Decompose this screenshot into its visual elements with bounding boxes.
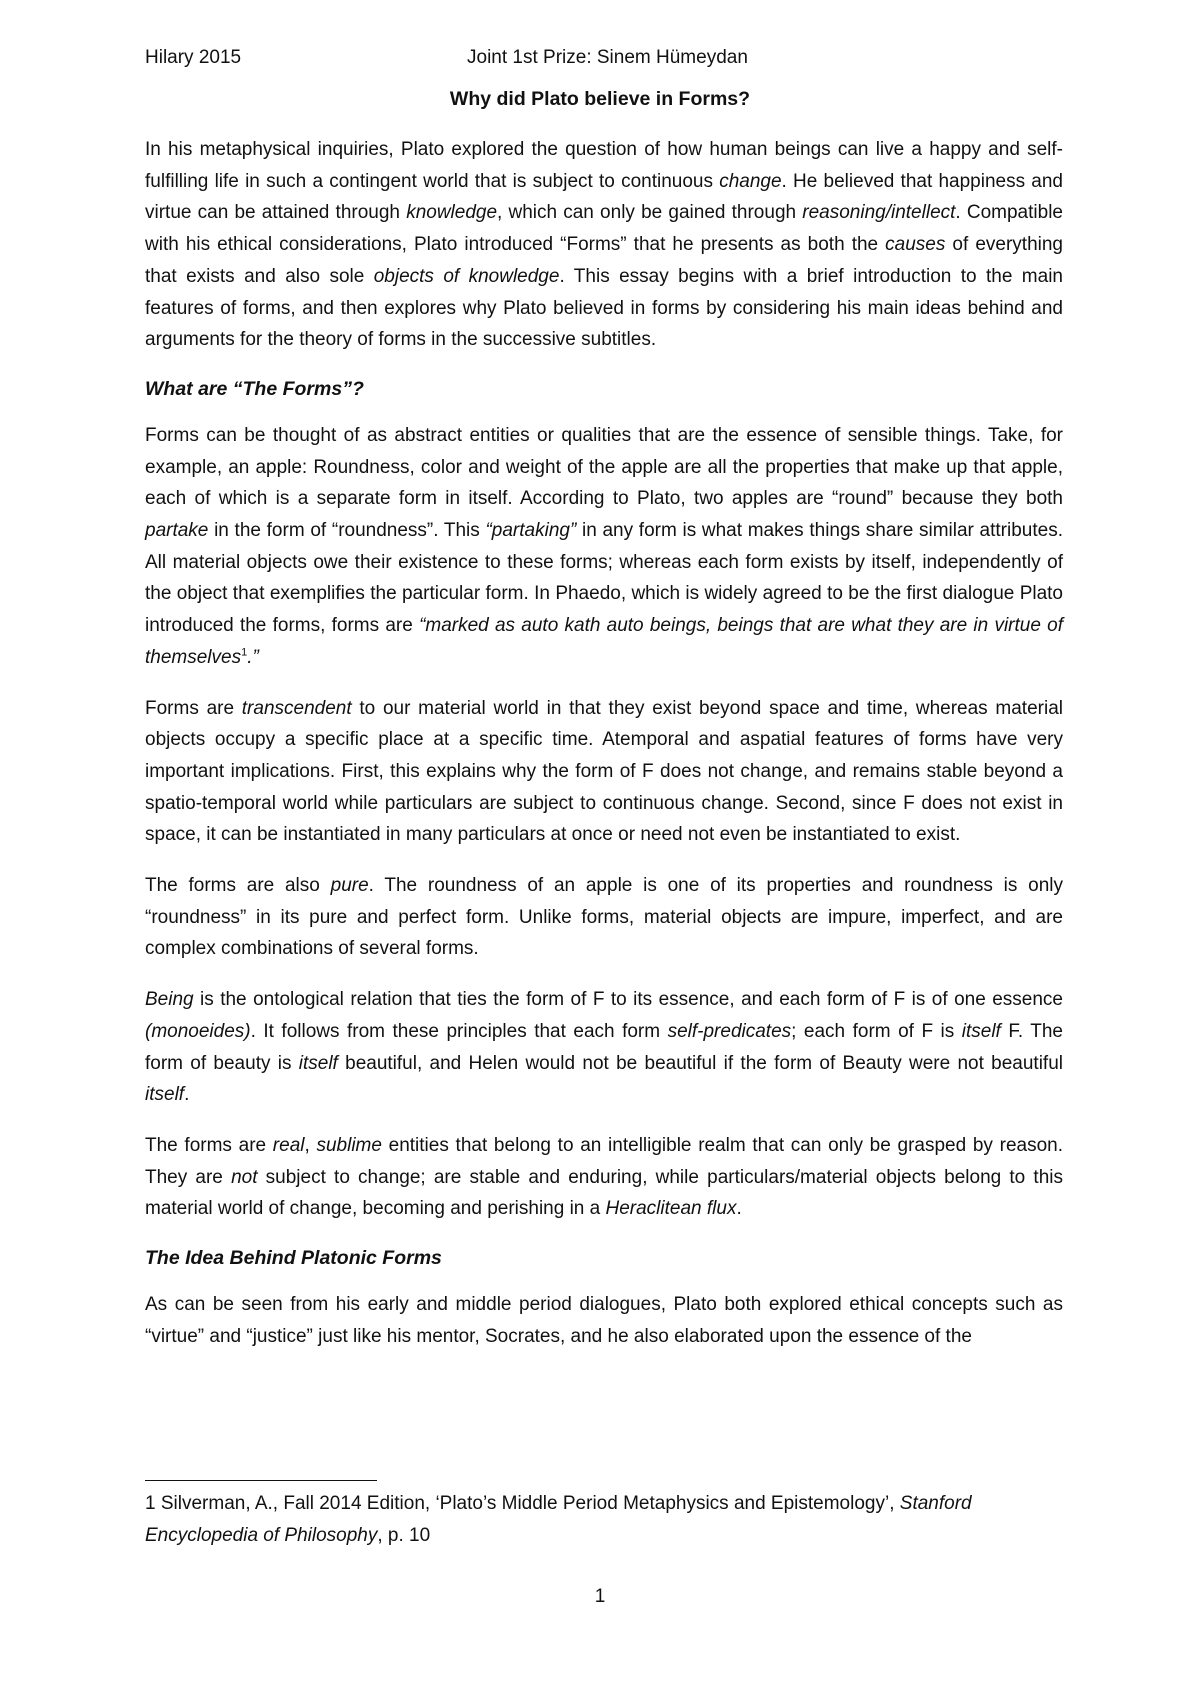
text-run: F. The form of beauty is (145, 1020, 1064, 1074)
text-run: In his metaphysical inquiries, Plato explored the question of how human beings can live a happy and self-fulfilling life in such a contingent world that is subject to continuous (145, 139, 1063, 192)
italic-text: itself (298, 1052, 338, 1074)
italic-text: not (231, 1166, 258, 1188)
text-run: . It follows from these principles that each form (250, 1020, 668, 1042)
text-run: subject to change; are stable and enduring, while particulars/material objects belong to this material world of change, becoming and perishing in a (145, 1166, 1063, 1220)
italic-text: self-predicates (667, 1020, 792, 1042)
italic-text: knowledge (406, 202, 498, 224)
text-run: . (736, 1198, 742, 1220)
page-number: 1 (594, 1586, 606, 1607)
italic-text: transcendent (241, 697, 352, 719)
italic-text: causes (885, 234, 946, 256)
body-paragraph (145, 1289, 1063, 1352)
text-run: . This essay begins with a brief introduction to the main features of forms, and then explores why Plato believed in forms by considering his main ideas behind and arguments for the theory of forms in the successive subtitles. (145, 265, 1063, 351)
italic-text: Being (145, 989, 194, 1011)
text-run: ; each form of F is (791, 1020, 962, 1042)
text-run: Forms are (145, 697, 242, 719)
body-paragraph (145, 1130, 1063, 1225)
essay-body (145, 134, 1063, 1372)
italic-text: “marked as auto kath auto beings, beings that are what they are in virtue of themselves (145, 615, 1063, 668)
italic-text: itself (961, 1020, 1001, 1042)
italic-text: pure (330, 875, 369, 897)
italic-text: itself (145, 1084, 185, 1106)
text-run: . (184, 1084, 190, 1106)
text-run: is the ontological relation that ties the form of F to its essence, and each form of F is of one essence (193, 989, 1063, 1011)
italic-text: sublime (316, 1134, 382, 1156)
italic-text: real (272, 1134, 305, 1156)
text-run: The forms are also (145, 875, 331, 897)
text-run: As can be seen from his early and middle period dialogues, Plato both explored ethical concepts such as “virtue” and “justice” just like his mentor, Socrates, and he also elaborated upon the essence of the (145, 1294, 1063, 1347)
footnote-page: , p. 10 (377, 1525, 431, 1546)
body-paragraph (145, 984, 1063, 1111)
italic-text: “partaking” (485, 520, 577, 542)
text-run: in any form is what makes things share similar attributes. All material objects owe their existence to these forms; whereas each form exists by itself, independently of the object that exemplifies the particular form. In Phaedo, which is widely agreed to be the first dialogue Plato introduced the forms, forms are (145, 520, 1063, 637)
text-run: , which can only be gained through (497, 202, 803, 224)
body-paragraph (145, 134, 1063, 356)
text-run: The forms are (145, 1134, 273, 1156)
text-run: . The roundness of an apple is one of its properties and roundness is only “roundness” in its pure and perfect form. Unlike forms, material objects are impure, imperfect, and are complex combinations of several forms. (145, 875, 1063, 960)
italic-text: partake (145, 520, 209, 542)
body-paragraph (145, 870, 1063, 965)
italic-text: .” (247, 646, 259, 668)
text-run: beautiful, and Helen would not be beautiful if the form of Beauty were not beautiful (337, 1052, 1063, 1074)
section-heading: What are “The Forms”? (145, 377, 364, 400)
text-run: entities that belong to an intelligible realm that can only be grasped by reason. They are (145, 1134, 1063, 1188)
section-heading: The Idea Behind Platonic Forms (145, 1247, 442, 1270)
header-prize: Joint 1st Prize: Sinem Hümeydan (467, 47, 748, 68)
text-run: . Compatible with his ethical considerations, Plato introduced “Forms” that he presents as both the (145, 202, 1063, 256)
italic-text: Heraclitean flux (605, 1198, 737, 1220)
body-paragraph (145, 693, 1063, 852)
footnote (145, 1488, 1063, 1552)
text-run: Forms can be thought of as abstract entities or qualities that are the essence of sensible things. Take, for example, an apple: Roundness, color and weight of the apple are all the properties that make up that apple, each of which is a separate form in itself. According to Plato, two apples are “round” because they both (145, 424, 1063, 510)
footnote-text: Silverman, A., Fall 2014 Edition, ‘Plato’s Middle Period Metaphysics and Epistemology’, (155, 1493, 900, 1514)
text-run: . He believed that happiness and virtue can be attained through (145, 170, 1063, 224)
body-paragraph (145, 420, 1063, 674)
text-run: of everything that exists and also sole (145, 234, 1063, 287)
footnote-number: 1 (145, 1493, 156, 1514)
italic-text: change (719, 170, 782, 192)
text-run: , (304, 1134, 317, 1156)
italic-text: reasoning/intellect (802, 202, 956, 224)
header-term: Hilary 2015 (145, 47, 242, 68)
footnote-separator (145, 1480, 377, 1481)
italic-text: (monoeides) (145, 1020, 251, 1042)
footnote-ref: 1 (241, 646, 248, 659)
footnote-source: Stanford Encyclopedia of Philosophy (145, 1493, 972, 1546)
text-run: to our material world in that they exist beyond space and time, whereas material objects occupy a specific place at a specific time. Atemporal and aspatial features of forms have very important implications. First, this explains why the form of F does not change, and remains stable beyond a spatio-temporal world while particulars are subject to continuous change. Second, since F does not exist in space, it can be instantiated in many particulars at once or need not even be instantiated to exist. (145, 697, 1063, 846)
essay-title: Why did Plato believe in Forms? (449, 88, 751, 110)
text-run: in the form of “roundness”. This (208, 520, 486, 542)
italic-text: objects of knowledge (373, 265, 560, 287)
